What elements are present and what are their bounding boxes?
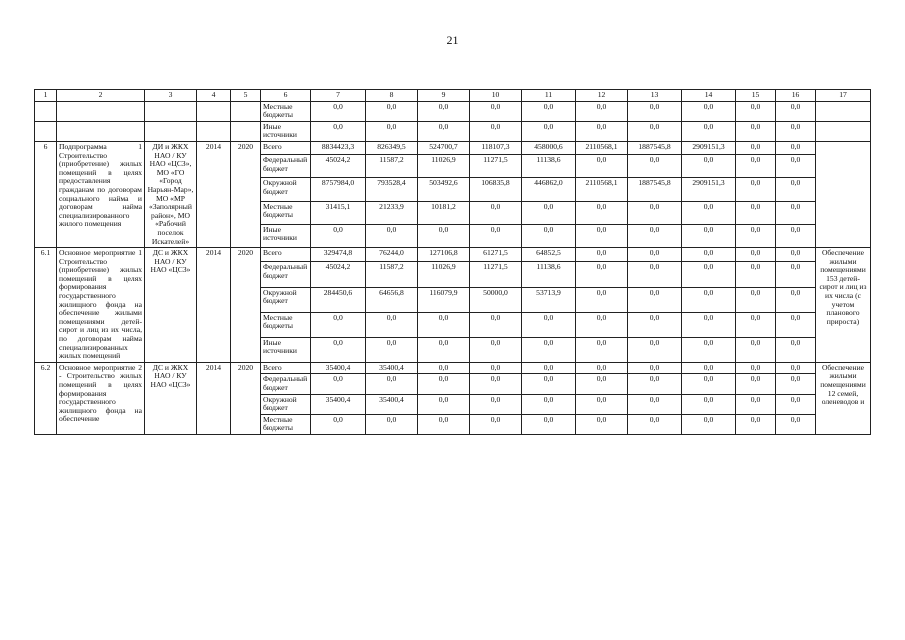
value-cell: 0,0 <box>736 262 776 287</box>
value-cell: 0,0 <box>628 101 682 121</box>
value-cell: 0,0 <box>776 141 816 154</box>
value-cell: 0,0 <box>418 394 470 414</box>
value-cell: 0,0 <box>682 101 736 121</box>
empty-cell <box>145 101 197 121</box>
value-cell: 0,0 <box>366 337 418 362</box>
value-cell: 0,0 <box>736 337 776 362</box>
funding-source: Местные бюджеты <box>261 414 311 434</box>
value-cell: 826349,5 <box>366 141 418 154</box>
value-cell: 106835,8 <box>470 178 522 201</box>
end-year: 2020 <box>231 362 261 434</box>
column-header: 3 <box>145 90 197 102</box>
funding-source: Окружной бюджет <box>261 287 311 312</box>
value-cell: 11138,6 <box>522 262 576 287</box>
value-cell: 0,0 <box>522 224 576 247</box>
value-cell: 0,0 <box>682 414 736 434</box>
value-cell: 2909151,3 <box>682 141 736 154</box>
item-number: 6.1 <box>35 248 57 363</box>
value-cell: 0,0 <box>736 362 776 374</box>
value-cell: 53713,9 <box>522 287 576 312</box>
column-header: 14 <box>682 90 736 102</box>
value-cell: 35400,4 <box>311 394 366 414</box>
table-row <box>35 121 871 141</box>
value-cell: 0,0 <box>470 224 522 247</box>
table-row <box>35 248 871 262</box>
funding-source: Местные бюджеты <box>261 201 311 224</box>
value-cell: 2110568,1 <box>576 141 628 154</box>
value-cell: 0,0 <box>736 178 776 201</box>
value-cell: 0,0 <box>682 155 736 178</box>
column-header: 8 <box>366 90 418 102</box>
value-cell: 0,0 <box>736 224 776 247</box>
empty-cell <box>57 101 145 121</box>
value-cell: 0,0 <box>628 224 682 247</box>
start-year: 2014 <box>197 248 231 363</box>
funding-source: Местные бюджеты <box>261 101 311 121</box>
value-cell: 0,0 <box>628 287 682 312</box>
column-header: 6 <box>261 90 311 102</box>
value-cell: 64656,8 <box>366 287 418 312</box>
end-year: 2020 <box>231 248 261 363</box>
value-cell: 0,0 <box>522 201 576 224</box>
value-cell: 0,0 <box>418 312 470 337</box>
value-cell: 524700,7 <box>418 141 470 154</box>
value-cell: 458000,6 <box>522 141 576 154</box>
value-cell: 0,0 <box>776 248 816 262</box>
column-header: 15 <box>736 90 776 102</box>
value-cell: 503492,6 <box>418 178 470 201</box>
value-cell: 0,0 <box>576 121 628 141</box>
value-cell: 793528,4 <box>366 178 418 201</box>
value-cell: 0,0 <box>311 337 366 362</box>
value-cell: 0,0 <box>522 312 576 337</box>
value-cell: 11271,5 <box>470 262 522 287</box>
value-cell: 0,0 <box>682 224 736 247</box>
value-cell: 76244,0 <box>366 248 418 262</box>
empty-cell <box>35 121 57 141</box>
value-cell: 0,0 <box>418 337 470 362</box>
budget-table <box>34 89 871 435</box>
value-cell: 21233,9 <box>366 201 418 224</box>
value-cell: 0,0 <box>470 121 522 141</box>
end-year: 2020 <box>231 141 261 247</box>
measure-name: Подпрограмма 1 Строительство (приобретение) жилых помещений в целях предоставления гражданам по договорам социального найма и договорам найма специализированного жилого помещения <box>57 141 145 247</box>
value-cell: 0,0 <box>776 287 816 312</box>
value-cell: 0,0 <box>776 362 816 374</box>
executor: ДС и ЖКХ НАО / КУ НАО «ЦСЗ» <box>145 248 197 363</box>
measure-name: Основное мероприятие 2 - Строительство жилых помещений в целях формирования государственного жилищного фонда на обеспечение <box>57 362 145 434</box>
table-row <box>35 101 871 121</box>
value-cell: 2110568,1 <box>576 178 628 201</box>
funding-source: Окружной бюджет <box>261 178 311 201</box>
value-cell: 0,0 <box>470 374 522 394</box>
value-cell: 0,0 <box>470 337 522 362</box>
value-cell: 0,0 <box>366 121 418 141</box>
value-cell: 11026,9 <box>418 155 470 178</box>
value-cell: 116079,9 <box>418 287 470 312</box>
value-cell: 0,0 <box>682 312 736 337</box>
funding-source: Всего <box>261 248 311 262</box>
funding-source: Всего <box>261 141 311 154</box>
value-cell: 8757984,0 <box>311 178 366 201</box>
funding-source: Иные источники <box>261 121 311 141</box>
funding-source: Всего <box>261 362 311 374</box>
funding-source: Федеральный бюджет <box>261 374 311 394</box>
value-cell: 0,0 <box>628 262 682 287</box>
value-cell: 0,0 <box>576 287 628 312</box>
value-cell: 0,0 <box>682 121 736 141</box>
value-cell: 0,0 <box>776 155 816 178</box>
value-cell: 0,0 <box>736 414 776 434</box>
value-cell: 0,0 <box>682 201 736 224</box>
expected-result: Обеспечение жилыми помещениями 153 детей-сирот и лиц из их числа (с учетом планового прироста) <box>816 248 871 363</box>
value-cell: 0,0 <box>366 101 418 121</box>
value-cell: 0,0 <box>418 374 470 394</box>
executor: ДС и ЖКХ НАО / КУ НАО «ЦСЗ» <box>145 362 197 434</box>
value-cell: 11026,9 <box>418 262 470 287</box>
value-cell: 0,0 <box>470 362 522 374</box>
value-cell: 0,0 <box>628 414 682 434</box>
column-header: 9 <box>418 90 470 102</box>
value-cell: 0,0 <box>682 248 736 262</box>
value-cell: 0,0 <box>682 394 736 414</box>
value-cell: 0,0 <box>522 374 576 394</box>
column-header: 17 <box>816 90 871 102</box>
value-cell: 0,0 <box>776 224 816 247</box>
value-cell: 0,0 <box>522 414 576 434</box>
value-cell: 0,0 <box>576 362 628 374</box>
value-cell: 35400,4 <box>311 362 366 374</box>
value-cell: 0,0 <box>311 224 366 247</box>
value-cell: 0,0 <box>418 414 470 434</box>
value-cell: 0,0 <box>366 312 418 337</box>
value-cell: 11271,5 <box>470 155 522 178</box>
value-cell: 0,0 <box>736 312 776 337</box>
empty-cell <box>231 121 261 141</box>
start-year: 2014 <box>197 362 231 434</box>
value-cell: 0,0 <box>736 155 776 178</box>
value-cell: 0,0 <box>311 414 366 434</box>
value-cell: 446862,0 <box>522 178 576 201</box>
measure-name: Основное мероприятие 1 Строительство (приобретение) жилых помещений в целях формирования государственного жилищного фонда на обеспечение жилыми помещениями детей-сирот и лиц из их числа, по договорам найма специализированных жилых помещений <box>57 248 145 363</box>
empty-cell <box>57 121 145 141</box>
value-cell: 0,0 <box>628 155 682 178</box>
value-cell: 0,0 <box>366 224 418 247</box>
value-cell: 0,0 <box>736 101 776 121</box>
value-cell: 0,0 <box>576 394 628 414</box>
funding-source: Местные бюджеты <box>261 312 311 337</box>
value-cell: 118107,3 <box>470 141 522 154</box>
value-cell: 8834423,3 <box>311 141 366 154</box>
header-row <box>35 90 871 102</box>
value-cell: 1887545,8 <box>628 141 682 154</box>
value-cell: 0,0 <box>628 394 682 414</box>
value-cell: 0,0 <box>736 248 776 262</box>
value-cell: 0,0 <box>776 178 816 201</box>
column-header: 16 <box>776 90 816 102</box>
value-cell: 0,0 <box>736 201 776 224</box>
value-cell: 0,0 <box>736 374 776 394</box>
value-cell: 45024,2 <box>311 155 366 178</box>
value-cell: 0,0 <box>470 414 522 434</box>
value-cell: 0,0 <box>311 101 366 121</box>
value-cell: 0,0 <box>470 101 522 121</box>
start-year: 2014 <box>197 141 231 247</box>
value-cell: 0,0 <box>576 414 628 434</box>
value-cell: 31415,1 <box>311 201 366 224</box>
value-cell: 45024,2 <box>311 262 366 287</box>
value-cell: 0,0 <box>776 121 816 141</box>
value-cell: 0,0 <box>628 201 682 224</box>
value-cell: 0,0 <box>470 394 522 414</box>
column-header: 13 <box>628 90 682 102</box>
empty-cell <box>197 101 231 121</box>
value-cell: 0,0 <box>522 362 576 374</box>
value-cell: 0,0 <box>776 312 816 337</box>
funding-source: Федеральный бюджет <box>261 155 311 178</box>
value-cell: 0,0 <box>576 337 628 362</box>
value-cell: 0,0 <box>522 394 576 414</box>
value-cell: 0,0 <box>576 155 628 178</box>
value-cell: 0,0 <box>682 287 736 312</box>
value-cell: 0,0 <box>776 414 816 434</box>
value-cell: 0,0 <box>576 262 628 287</box>
note-cell <box>816 121 871 141</box>
value-cell: 0,0 <box>628 248 682 262</box>
value-cell: 0,0 <box>576 312 628 337</box>
page-number: 21 <box>446 33 459 47</box>
value-cell: 35400,4 <box>366 394 418 414</box>
value-cell: 0,0 <box>682 262 736 287</box>
value-cell: 0,0 <box>366 414 418 434</box>
funding-source: Окружной бюджет <box>261 394 311 414</box>
funding-source: Федеральный бюджет <box>261 262 311 287</box>
value-cell: 0,0 <box>418 362 470 374</box>
value-cell: 50000,0 <box>470 287 522 312</box>
value-cell: 0,0 <box>418 121 470 141</box>
column-header: 7 <box>311 90 366 102</box>
value-cell: 0,0 <box>470 201 522 224</box>
value-cell: 0,0 <box>776 394 816 414</box>
funding-source: Иные источники <box>261 224 311 247</box>
value-cell: 0,0 <box>776 374 816 394</box>
value-cell: 0,0 <box>628 337 682 362</box>
value-cell: 0,0 <box>576 101 628 121</box>
empty-cell <box>231 101 261 121</box>
value-cell: 0,0 <box>522 121 576 141</box>
value-cell: 0,0 <box>736 287 776 312</box>
expected-result: Обеспечение жилыми помещениями 12 семей, оленеводов и <box>816 362 871 434</box>
item-number: 6 <box>35 141 57 247</box>
value-cell: 2909151,3 <box>682 178 736 201</box>
value-cell: 0,0 <box>470 312 522 337</box>
column-header: 5 <box>231 90 261 102</box>
value-cell: 0,0 <box>736 141 776 154</box>
value-cell: 11587,2 <box>366 155 418 178</box>
item-number: 6.2 <box>35 362 57 434</box>
executor: ДИ и ЖКХ НАО / КУ НАО «ЦСЗ», МО «ГО «Город Нарьян-Мар», МО «МР «Заполярный район», МО «Рабочий поселок Искателей» <box>145 141 197 247</box>
column-header: 1 <box>35 90 57 102</box>
expected-result <box>816 141 871 247</box>
value-cell: 0,0 <box>311 121 366 141</box>
value-cell: 0,0 <box>576 201 628 224</box>
column-header: 10 <box>470 90 522 102</box>
value-cell: 0,0 <box>628 312 682 337</box>
value-cell: 1887545,8 <box>628 178 682 201</box>
funding-source: Иные источники <box>261 337 311 362</box>
value-cell: 61271,5 <box>470 248 522 262</box>
value-cell: 11138,6 <box>522 155 576 178</box>
value-cell: 0,0 <box>736 121 776 141</box>
value-cell: 0,0 <box>522 101 576 121</box>
empty-cell <box>145 121 197 141</box>
value-cell: 0,0 <box>682 337 736 362</box>
column-header: 4 <box>197 90 231 102</box>
value-cell: 0,0 <box>628 121 682 141</box>
empty-cell <box>197 121 231 141</box>
value-cell: 0,0 <box>576 374 628 394</box>
value-cell: 0,0 <box>628 374 682 394</box>
value-cell: 35400,4 <box>366 362 418 374</box>
value-cell: 0,0 <box>776 337 816 362</box>
column-header: 11 <box>522 90 576 102</box>
value-cell: 0,0 <box>628 362 682 374</box>
value-cell: 0,0 <box>776 101 816 121</box>
value-cell: 0,0 <box>418 101 470 121</box>
value-cell: 0,0 <box>682 374 736 394</box>
table-row <box>35 362 871 374</box>
value-cell: 64852,5 <box>522 248 576 262</box>
value-cell: 0,0 <box>311 312 366 337</box>
value-cell: 0,0 <box>576 224 628 247</box>
value-cell: 0,0 <box>366 374 418 394</box>
table-row <box>35 141 871 154</box>
value-cell: 0,0 <box>311 374 366 394</box>
value-cell: 0,0 <box>736 394 776 414</box>
value-cell: 0,0 <box>776 262 816 287</box>
value-cell: 0,0 <box>522 337 576 362</box>
value-cell: 11587,2 <box>366 262 418 287</box>
note-cell <box>816 101 871 121</box>
value-cell: 284450,6 <box>311 287 366 312</box>
value-cell: 0,0 <box>418 224 470 247</box>
value-cell: 10181,2 <box>418 201 470 224</box>
column-header: 2 <box>57 90 145 102</box>
value-cell: 329474,8 <box>311 248 366 262</box>
value-cell: 127106,8 <box>418 248 470 262</box>
value-cell: 0,0 <box>682 362 736 374</box>
column-header: 12 <box>576 90 628 102</box>
value-cell: 0,0 <box>776 201 816 224</box>
empty-cell <box>35 101 57 121</box>
value-cell: 0,0 <box>576 248 628 262</box>
